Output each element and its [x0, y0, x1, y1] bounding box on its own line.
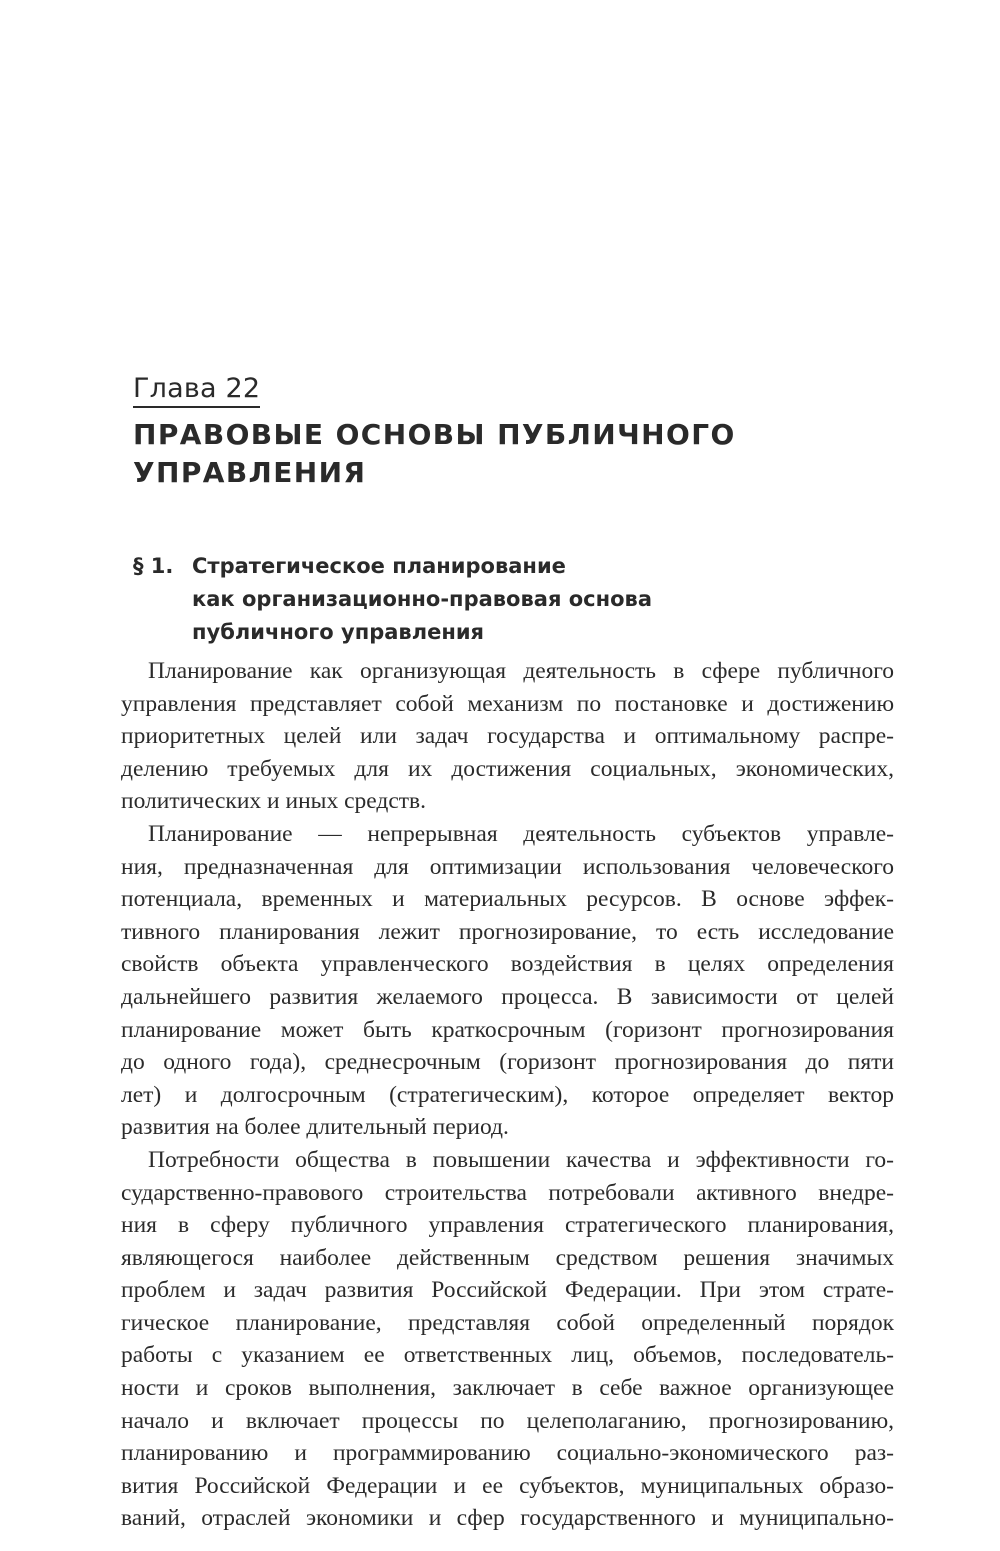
paragraph — [121, 655, 894, 818]
chapter-title-line: ПРАВОВЫЕ ОСНОВЫ ПУБЛИЧНОГО — [133, 418, 736, 451]
text-line: управления представляет собой механизм по постановке и достижению — [121, 690, 894, 717]
section-title — [192, 550, 812, 649]
section-number: § 1. — [133, 554, 174, 578]
text-line: гическое планирование, представляя собой определенный порядок — [121, 1309, 894, 1336]
chapter-label: Глава 22 — [133, 372, 260, 408]
text-line: свойств объекта управленческого воздействия в целях определения — [121, 951, 894, 978]
text-line: ваний, отраслей экономики и сфер государственного и муниципально- — [121, 1505, 894, 1532]
text-line: ности и сроков выполнения, заключает в себе важное организующее — [121, 1375, 894, 1402]
text-line: Планирование как организующая деятельность в сфере публичного — [148, 658, 894, 684]
text-line: вития Российской Федерации и ее субъектов, муниципальных образо- — [121, 1472, 894, 1499]
text-line: начало и включает процессы по целеполаганию, прогнозированию, — [121, 1407, 894, 1434]
text-line: работы с указанием ее ответственных лиц, объемов, последователь- — [121, 1342, 894, 1369]
section-title-line: Стратегическое планирование — [192, 554, 566, 578]
section-title-line: публичного управления — [192, 620, 485, 644]
body-text — [121, 655, 894, 1535]
chapter-title-line: УПРАВЛЕНИЯ — [133, 456, 367, 489]
text-line: являющегося наиболее действенным средством решения значимых — [121, 1244, 894, 1271]
text-line: лет) и долгосрочным (стратегическим), которое определяет вектор — [121, 1081, 894, 1108]
paragraph — [121, 1144, 894, 1535]
paragraph — [121, 818, 894, 1144]
text-line: делению требуемых для их достижения социальных, экономических, — [121, 755, 894, 782]
text-line: ния в сферу публичного управления стратегического планирования, — [121, 1212, 894, 1239]
text-line: до одного года), среднесрочным (горизонт прогнозирования до пяти — [121, 1049, 894, 1076]
text-line: проблем и задач развития Российской Федерации. При этом страте- — [121, 1277, 894, 1304]
text-line: ния, предназначенная для оптимизации использования человеческого — [121, 853, 894, 880]
text-line: потенциала, временных и материальных ресурсов. В основе эффек- — [121, 886, 894, 913]
text-line: Потребности общества в повышении качества и эффективности го- — [148, 1146, 894, 1173]
chapter-title — [133, 416, 833, 492]
text-line: политических и иных средств. — [121, 788, 426, 815]
text-line: тивного планирования лежит прогнозирование, то есть исследование — [121, 918, 894, 945]
text-line: развития на более длительный период. — [121, 1114, 509, 1141]
text-line: планированию и программированию социально-экономического раз- — [121, 1440, 894, 1467]
text-line: планирование может быть краткосрочным (горизонт прогнозирования — [121, 1016, 894, 1043]
text-line: сударственно-правового строительства потребовали активного внедре- — [121, 1179, 894, 1206]
text-line: дальнейшего развития желаемого процесса. В зависимости от целей — [121, 983, 894, 1010]
text-line: приоритетных целей или задач государства и оптимальному распре- — [121, 723, 894, 750]
section-title-line: как организационно-правовая основа — [192, 587, 653, 611]
text-line: Планирование — непрерывная деятельность субъектов управле- — [148, 820, 894, 847]
